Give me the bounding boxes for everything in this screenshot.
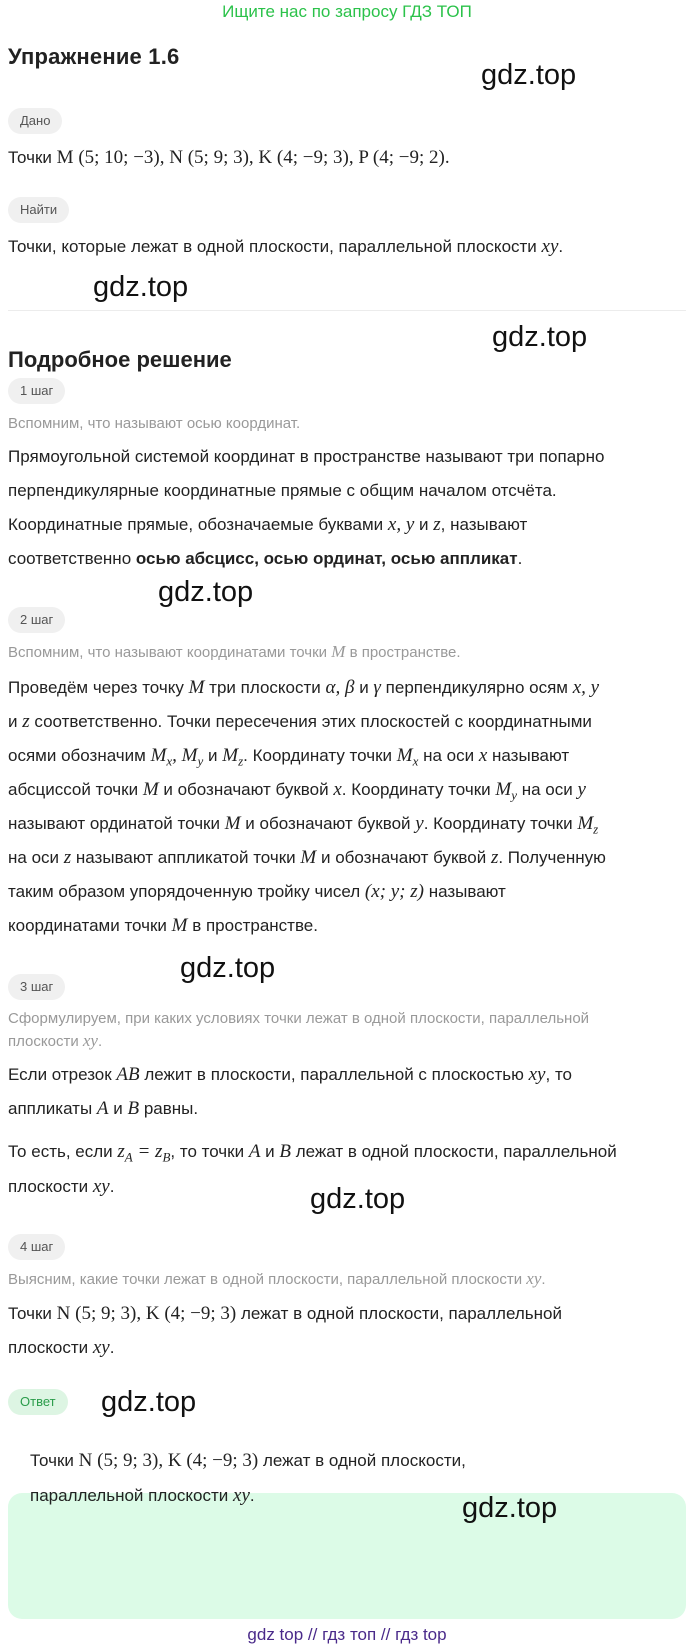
step-4-line-1: Точки N (5; 9; 3), K (4; −9; 3) лежат в одной плоскости, параллельной	[8, 1303, 562, 1324]
step-2-hint: Вспомним, что называют координатами точки M в пространстве.	[8, 642, 461, 661]
given-points-formula: M (5; 10; −3), N (5; 9; 3), K (4; −9; 3), P (4; −9; 2).	[56, 147, 450, 168]
find-label: Найти	[8, 197, 69, 223]
watermark: gdz.top	[158, 576, 254, 608]
step-2-line-1: Проведём через точку M три плоскости α, β и γ перпендикулярно осям x, y	[8, 677, 600, 698]
step-2-line-5: называют ординатой точки M и обозначают буквой y. Координату точки $M_z$	[8, 813, 599, 837]
step-2-line-8: координатами точки M в пространстве.	[8, 915, 318, 936]
step-4-hint: Выясним, какие точки лежат в одной плоскости, параллельной плоскости xy.	[8, 1269, 546, 1288]
step-1-line-2: перпендикулярные координатные прямые с общим началом отсчёта.	[8, 481, 557, 500]
exercise-title: Упражнение 1.6	[8, 44, 180, 69]
watermark: gdz.top	[462, 1492, 558, 1524]
search-banner[interactable]: Ищите нас по запросу ГДЗ ТОП	[222, 2, 472, 21]
step-2-line-6: на оси z называют аппликатой точки M и обозначают буквой z. Полученную	[8, 847, 606, 868]
watermark: gdz.top	[310, 1183, 406, 1215]
step-1-line-3: Координатные прямые, обозначаемые буквами x, y и z, называют	[8, 514, 528, 535]
step-3-line-4: плоскости xy.	[8, 1176, 115, 1197]
step-1-label: 1 шаг	[8, 378, 65, 404]
watermark: gdz.top	[180, 952, 276, 984]
step-4-label: 4 шаг	[8, 1234, 65, 1260]
step-2-line-2: и z соответственно. Точки пересечения этих плоскостей с координатными	[8, 711, 592, 732]
step-2-line-3: осями обозначим $M_x$, $M_y$ и $M_z$. Координату точки $M_x$ на оси x называют	[8, 745, 570, 769]
step-3-hint-line-1: Сформулируем, при каких условиях точки лежат в одной плоскости, параллельной	[8, 1010, 590, 1027]
step-2-label-wrap	[8, 607, 65, 633]
step-1-line-4: соответственно осью абсцисс, осью ординат, осью аппликат.	[8, 549, 523, 568]
answer-line-2: параллельной плоскости xy.	[30, 1485, 255, 1506]
footer-links[interactable]: gdz top // гдз топ // гдз top	[247, 1625, 447, 1644]
answer-label-wrap	[8, 1389, 68, 1415]
section-divider	[8, 310, 686, 311]
given-text: Точки M (5; 10; −3), N (5; 9; 3), K (4; −9; 3), P (4; −9; 2).	[8, 147, 450, 168]
watermark: gdz.top	[492, 321, 588, 353]
step-3-hint-line-2: плоскости xy.	[8, 1031, 103, 1050]
step-2-label: 2 шаг	[8, 607, 65, 633]
solution-title: Подробное решение	[8, 347, 232, 372]
watermark: gdz.top	[481, 59, 577, 91]
step-1-line-1: Прямоугольной системой координат в пространстве называют три попарно	[8, 447, 605, 466]
answer-line-1: Точки N (5; 9; 3), K (4; −9; 3) лежат в одной плоскости,	[30, 1450, 466, 1471]
step-3-label: 3 шаг	[8, 974, 65, 1000]
step-2-line-4: абсциссой точки M и обозначают буквой x. Координату точки $M_y$ на оси y	[8, 779, 586, 803]
find-text: Точки, которые лежат в одной плоскости, параллельной плоскости xy.	[8, 236, 564, 257]
step-4-line-2: плоскости xy.	[8, 1337, 115, 1358]
given-label: Дано	[8, 108, 62, 134]
step-3-line-1: Если отрезок AB лежит в плоскости, параллельной с плоскостью xy, то	[8, 1064, 572, 1085]
watermark: gdz.top	[101, 1386, 197, 1418]
step-4-label-wrap	[8, 1234, 65, 1260]
answer-label: Ответ	[8, 1389, 68, 1415]
step-1-hint: Вспомним, что называют осью координат.	[8, 415, 301, 432]
step-2-line-7: таким образом упорядоченную тройку чисел (x; y; z) называют	[8, 881, 506, 902]
find-section	[8, 197, 69, 223]
step-1-label-wrap	[8, 378, 65, 404]
given-section	[8, 108, 62, 134]
step-3-line-2: аппликаты A и B равны.	[8, 1098, 199, 1119]
watermark: gdz.top	[93, 271, 189, 303]
step-3-line-3: То есть, если $z_A = z_B$, то точки A и B лежат в одной плоскости, параллельной	[8, 1141, 617, 1165]
step-3-label-wrap	[8, 974, 65, 1000]
